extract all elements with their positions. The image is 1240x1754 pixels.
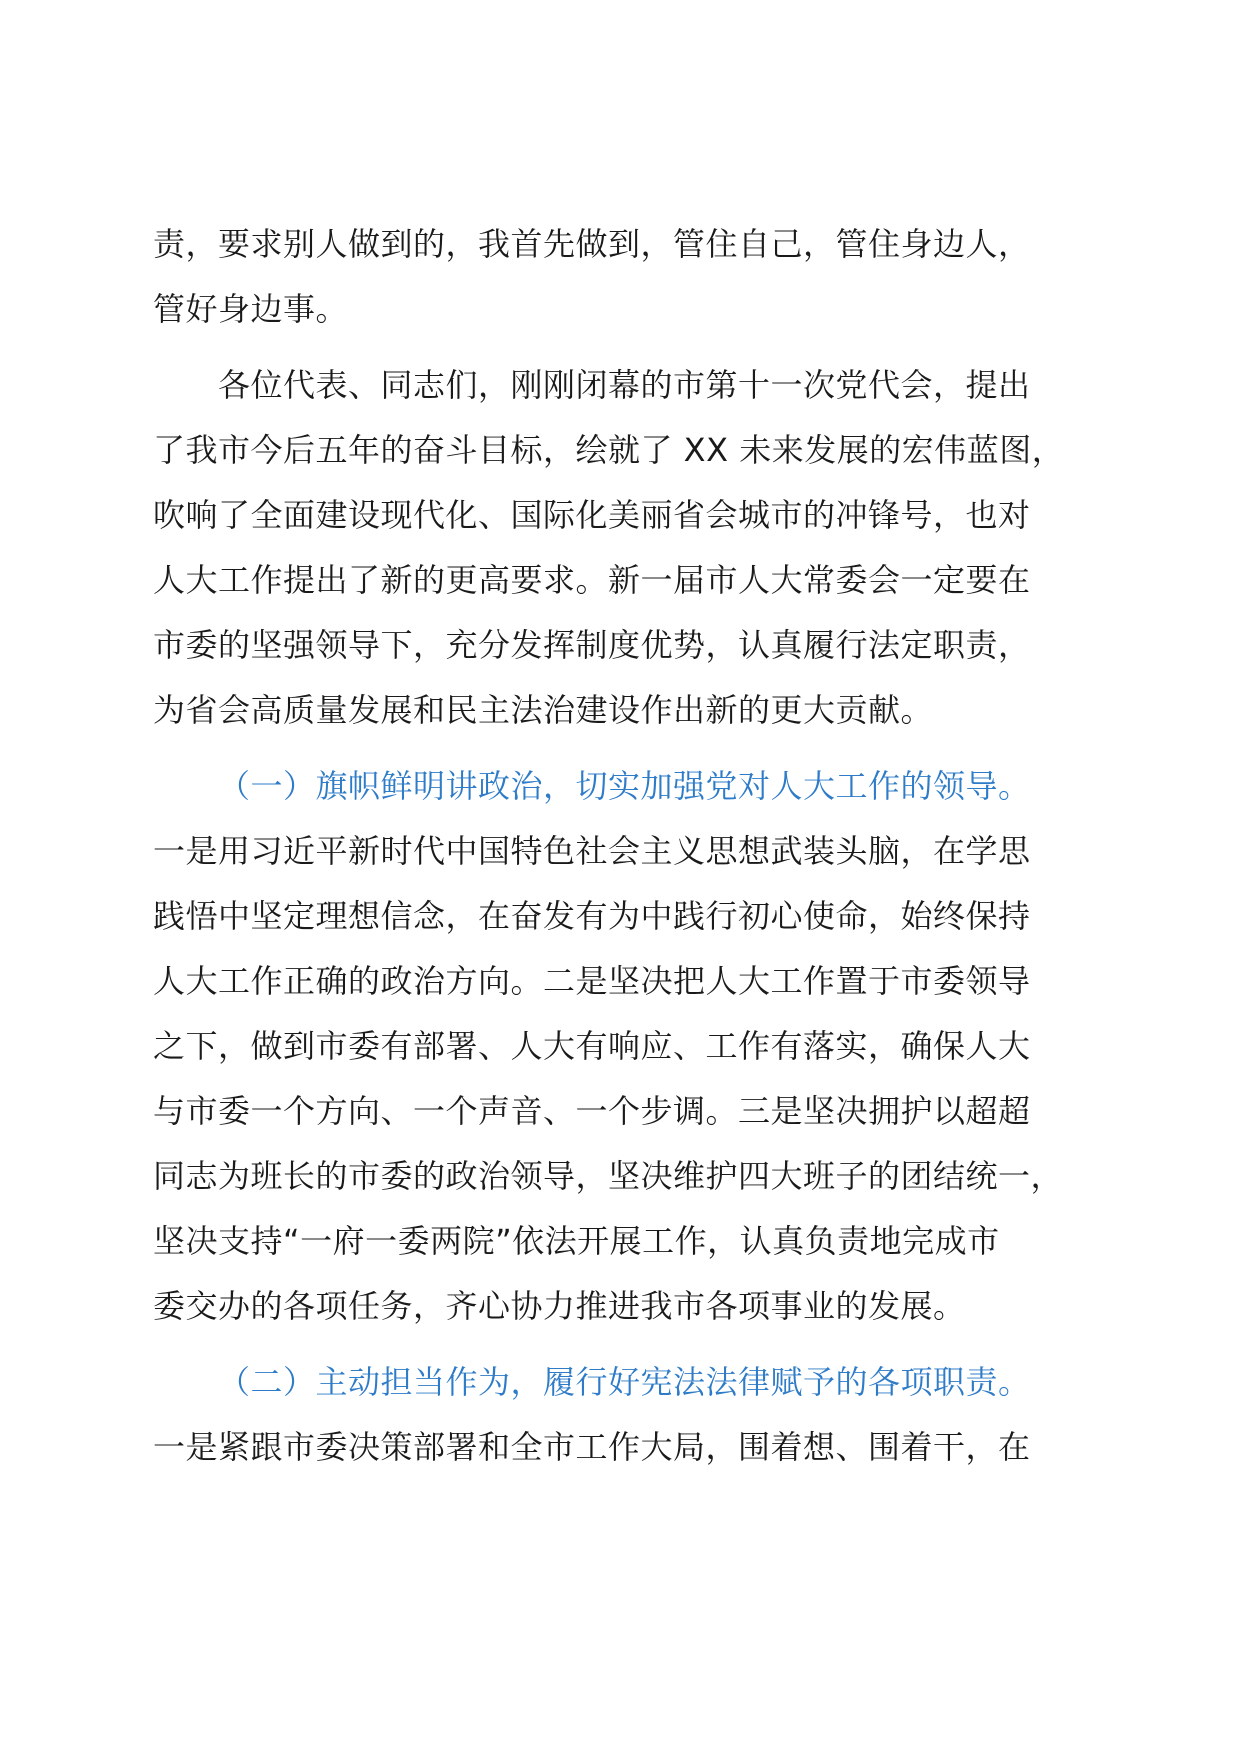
text-line: 责，要求别人做到的，我首先做到，管住自己，管住身边人， [153,225,1031,263]
text-line: 一是用习近平新时代中国特色社会主义思想武装头脑，在学思 [153,832,1031,870]
section-heading-1: （一）旗帜鲜明讲政治，切实加强党对人大工作的领导。 [218,767,1031,805]
text-line: 同志为班长的市委的政治领导，坚决维护四大班子的团结统一， [153,1157,1064,1195]
text-line: 了我市今后五年的奋斗目标，绘就了 XX 未来发展的宏伟蓝图， [153,431,1065,469]
text-line: 坚决支持“一府一委两院”依法开展工作，认真负责地完成市 [153,1222,1000,1260]
text-line: 人大工作正确的政治方向。二是坚决把人大工作置于市委领导 [153,962,1031,1000]
text-line: 之下，做到市委有部署、人大有响应、工作有落实，确保人大 [153,1027,1031,1065]
paragraph-3 [153,754,1093,1339]
section-heading-2: （二）主动担当作为，履行好宪法法律赋予的各项职责。 [218,1363,1031,1401]
paragraph-4 [153,1350,1093,1480]
text-line: 市委的坚强领导下，充分发挥制度优势，认真履行法定职责， [153,626,1031,664]
paragraph-1 [153,212,1093,342]
text-line: 践悟中坚定理想信念，在奋发有为中践行初心使命，始终保持 [153,897,1031,935]
text-line: 一是紧跟市委决策部署和全市工作大局，围着想、围着干，在 [153,1428,1031,1466]
text-line: 管好身边事。 [153,290,349,328]
text-line: 人大工作提出了新的更高要求。新一届市人大常委会一定要在 [153,561,1031,599]
text-line: 与市委一个方向、一个声音、一个步调。三是坚决拥护以超超 [153,1092,1031,1130]
text-line: 委交办的各项任务，齐心协力推进我市各项事业的发展。 [153,1287,966,1325]
text-line: 吹响了全面建设现代化、国际化美丽省会城市的冲锋号，也对 [153,496,1031,534]
text-line: 各位代表、同志们，刚刚闭幕的市第十一次党代会，提出 [218,366,1031,404]
paragraph-2 [153,353,1093,743]
text-line: 为省会高质量发展和民主法治建设作出新的更大贡献。 [153,691,934,729]
document-page [153,212,1093,1480]
